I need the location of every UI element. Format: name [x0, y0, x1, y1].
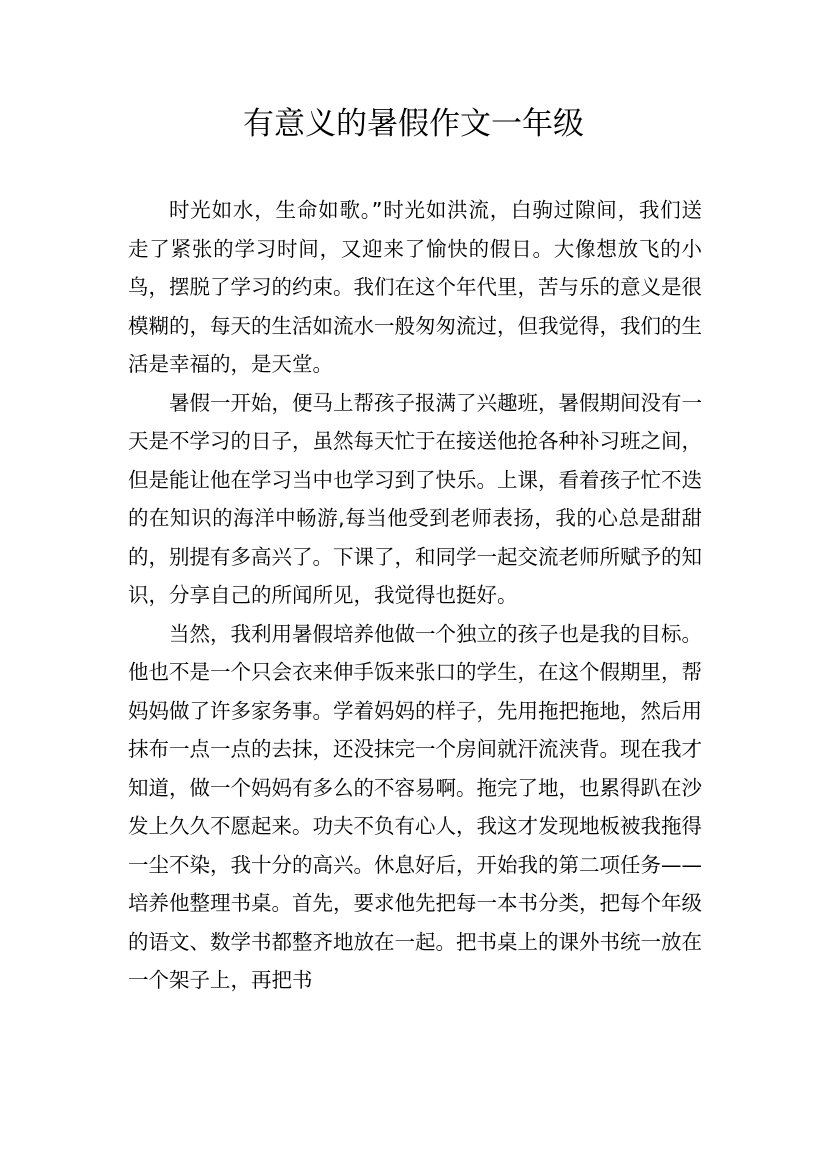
document-title: 有意义的暑假作文一年级 [243, 106, 584, 142]
document-body [128, 191, 702, 1000]
paragraph-3: 当然，我利用暑假培养他做一个独立的孩子也是我的目标。他也不是一个只会衣来伸手饭来张口的学生，在这个假期里，帮妈妈做了许多家务事。学着妈妈的样子，先用拖把拖地，然后用抹布一点一点的去抹，还没抹完一个房间就汗流浃背。现在我才知道，做一个妈妈有多么的不容易啊。拖完了地，也累得趴在沙发上久久不愿起来。功夫不负有心人，我这才发现地板被我拖得一尘不染，我十分的高兴。休息好后，开始我的第二项任务——培养他整理书桌。首先，要求他先把每一本书分类，把每个年级的语文、数学书都整齐地放在一起。把书桌上的课外书统一放在一个架子上，再把书 [128, 621, 702, 992]
paragraph-1: 时光如水，生命如歌。”时光如洪流，白驹过隙间，我们送走了紧张的学习时间，又迎来了愉快的假日。大像想放飞的小鸟，摆脱了学习的约束。我们在这个年代里，苦与乐的意义是很模糊的，每天的生活如流水一般匆匆流过，但我觉得，我们的生活是幸福的，是天堂。 [128, 198, 702, 376]
paragraph-2: 暑假一开始，便马上帮孩子报满了兴趣班，暑假期间没有一天是不学习的日子，虽然每天忙于在接送他抢各种补习班之间，但是能让他在学习当中也学习到了快乐。上课，看着孩子忙不迭的在知识的海洋中畅游,每当他受到老师表扬，我的心总是甜甜的，别提有多高兴了。下课了，和同学一起交流老师所赋予的知识，分享自己的所闻所见，我觉得也挺好。 [128, 390, 702, 607]
